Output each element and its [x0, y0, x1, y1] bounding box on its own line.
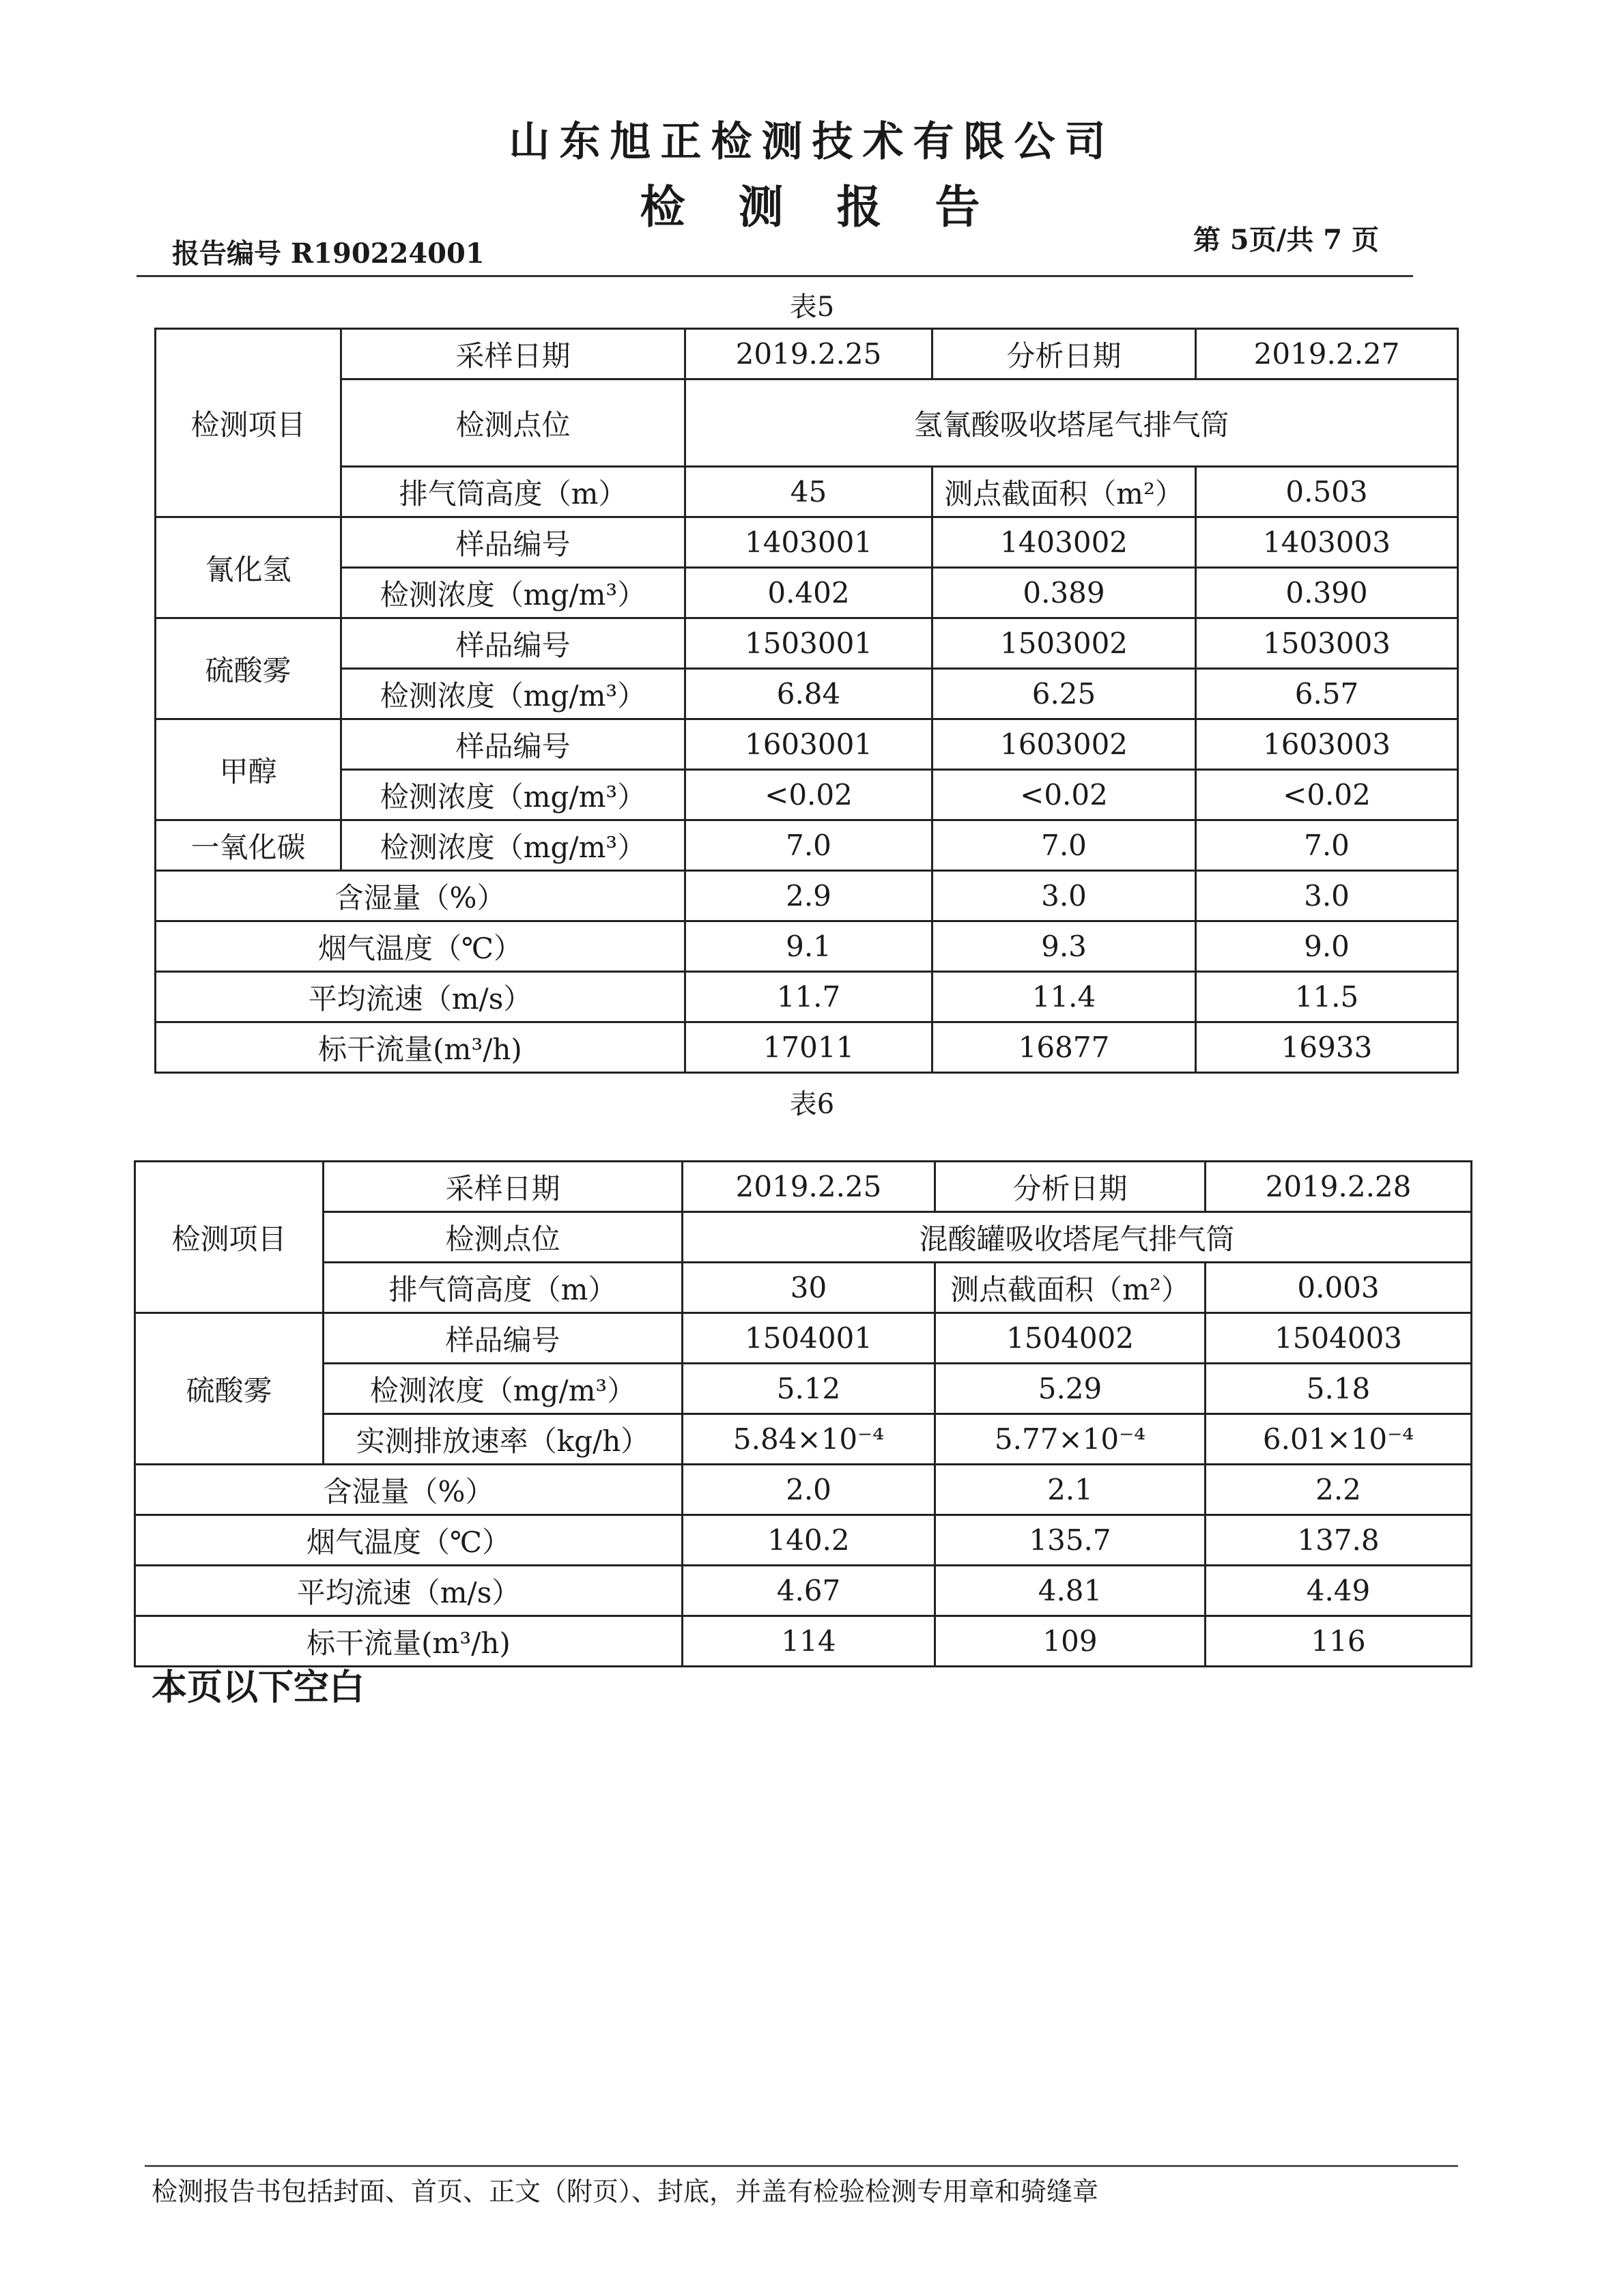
t5-methanol-sample: 1603003 [1196, 719, 1458, 770]
t6-temp-value: 140.2 [683, 1515, 935, 1566]
t6-h2so4-conc: 5.18 [1206, 1364, 1472, 1414]
t5-flow-value: 17011 [685, 1022, 932, 1073]
t5-conc-label: 检测浓度（mg/m³） [341, 820, 685, 871]
t5-hcn-sample: 1403003 [1196, 517, 1458, 568]
t6-h2so4-rate: 6.01×10⁻⁴ [1206, 1414, 1472, 1465]
t5-flow-value: 16933 [1196, 1022, 1458, 1073]
t6-velocity-value: 4.49 [1206, 1566, 1472, 1616]
t5-h2so4-sample: 1503003 [1196, 618, 1458, 669]
t5-methanol-conc: <0.02 [685, 770, 932, 820]
t5-item-label: 检测项目 [156, 329, 341, 517]
t6-moisture-value: 2.0 [683, 1465, 935, 1515]
t6-h2so4-rate: 5.84×10⁻⁴ [683, 1414, 935, 1465]
t5-co-conc: 7.0 [1196, 820, 1458, 871]
t6-moisture-value: 2.2 [1206, 1465, 1472, 1515]
t5-height: 45 [685, 467, 932, 517]
table5-caption: 表5 [789, 291, 835, 323]
t5-moisture-value: 3.0 [1196, 871, 1458, 921]
blank-note: 本页以下空白 [152, 1667, 365, 1708]
t6-point: 混酸罐吸收塔尾气排气筒 [683, 1212, 1472, 1263]
t6-h2so4-sample: 1504003 [1206, 1313, 1472, 1364]
t6-sample-no-label: 样品编号 [324, 1313, 683, 1364]
t6-rate-label: 实测排放速率（kg/h） [324, 1414, 683, 1465]
t6-temp-value: 135.7 [935, 1515, 1206, 1566]
t5-methanol-conc: <0.02 [932, 770, 1196, 820]
t5-h2so4-conc: 6.84 [685, 669, 932, 719]
t6-point-label: 检测点位 [324, 1212, 683, 1263]
report-number: 报告编号 R190224001 [172, 238, 485, 270]
t5-h2so4-sample: 1503002 [932, 618, 1196, 669]
t6-h2so4-sample: 1504002 [935, 1313, 1206, 1364]
t6-velocity-label: 平均流速（m/s） [135, 1566, 683, 1616]
t5-temp-value: 9.3 [932, 921, 1196, 972]
t6-velocity-value: 4.67 [683, 1566, 935, 1616]
company-name: 山东旭正检测技术有限公司 [509, 118, 1115, 166]
report-title [0, 171, 1624, 235]
t6-flow-value: 114 [683, 1616, 935, 1667]
t5-analysis-date: 2019.2.27 [1196, 329, 1458, 379]
t6-analysis-date-label: 分析日期 [935, 1162, 1206, 1212]
t5-hcn-sample: 1403002 [932, 517, 1196, 568]
t5-co-conc: 7.0 [932, 820, 1196, 871]
header-divider [137, 275, 1413, 277]
footer-divider [145, 2165, 1458, 2167]
t6-analysis-date: 2019.2.28 [1206, 1162, 1472, 1212]
t5-methanol-sample: 1603002 [932, 719, 1196, 770]
t6-flow-label: 标干流量(m³/h) [135, 1616, 683, 1667]
t5-h2so4-name: 硫酸雾 [156, 618, 341, 719]
t5-h2so4-sample: 1503001 [685, 618, 932, 669]
t5-h2so4-conc: 6.57 [1196, 669, 1458, 719]
table6 [134, 1160, 1472, 1667]
t6-velocity-value: 4.81 [935, 1566, 1206, 1616]
table6-caption: 表6 [789, 1089, 835, 1120]
title-char: 告 [935, 180, 984, 233]
t6-flow-value: 109 [935, 1616, 1206, 1667]
t5-velocity-value: 11.7 [685, 972, 932, 1022]
t5-temp-value: 9.0 [1196, 921, 1458, 972]
t5-moisture-label: 含湿量（%） [156, 871, 685, 921]
t5-temp-label: 烟气温度（℃） [156, 921, 685, 972]
t5-hcn-name: 氰化氢 [156, 517, 341, 618]
t5-conc-label: 检测浓度（mg/m³） [341, 568, 685, 618]
t6-h2so4-rate: 5.77×10⁻⁴ [935, 1414, 1206, 1465]
t5-sample-no-label: 样品编号 [341, 517, 685, 568]
t5-moisture-value: 2.9 [685, 871, 932, 921]
t5-flow-label: 标干流量(m³/h) [156, 1022, 685, 1073]
t6-conc-label: 检测浓度（mg/m³） [324, 1364, 683, 1414]
t6-h2so4-sample: 1504001 [683, 1313, 935, 1364]
t5-hcn-conc: 0.402 [685, 568, 932, 618]
t6-height: 30 [683, 1263, 935, 1313]
t5-co-name: 一氧化碳 [156, 820, 341, 871]
t6-area: 0.003 [1206, 1263, 1472, 1313]
t5-height-label: 排气筒高度（m） [341, 467, 685, 517]
t5-velocity-label: 平均流速（m/s） [156, 972, 685, 1022]
t6-temp-value: 137.8 [1206, 1515, 1472, 1566]
t5-analysis-date-label: 分析日期 [932, 329, 1196, 379]
t5-sampling-date: 2019.2.25 [685, 329, 932, 379]
t5-methanol-name: 甲醇 [156, 719, 341, 820]
t6-item-label: 检测项目 [135, 1162, 324, 1313]
t5-point-label: 检测点位 [341, 379, 685, 467]
t6-sampling-date: 2019.2.25 [683, 1162, 935, 1212]
t5-area: 0.503 [1196, 467, 1458, 517]
t5-hcn-conc: 0.390 [1196, 568, 1458, 618]
t6-moisture-label: 含湿量（%） [135, 1465, 683, 1515]
t5-velocity-value: 11.5 [1196, 972, 1458, 1022]
t5-hcn-sample: 1403001 [685, 517, 932, 568]
t6-moisture-value: 2.1 [935, 1465, 1206, 1515]
t5-methanol-conc: <0.02 [1196, 770, 1458, 820]
title-char: 测 [738, 180, 788, 233]
t6-flow-value: 116 [1206, 1616, 1472, 1667]
title-char: 报 [836, 180, 886, 233]
t5-sample-no-label: 样品编号 [341, 618, 685, 669]
footer-note: 检测报告书包括封面、首页、正文（附页）、封底，并盖有检验检测专用章和骑缝章 [152, 2177, 1099, 2207]
t5-velocity-value: 11.4 [932, 972, 1196, 1022]
table5 [154, 328, 1459, 1074]
t6-h2so4-conc: 5.12 [683, 1364, 935, 1414]
t6-sampling-date-label: 采样日期 [324, 1162, 683, 1212]
t6-temp-label: 烟气温度（℃） [135, 1515, 683, 1566]
t5-area-label: 测点截面积（m²） [932, 467, 1196, 517]
title-char: 检 [640, 180, 689, 233]
t5-conc-label: 检测浓度（mg/m³） [341, 770, 685, 820]
t6-height-label: 排气筒高度（m） [324, 1263, 683, 1313]
t5-sample-no-label: 样品编号 [341, 719, 685, 770]
page-indicator: 第 5页/共 7 页 [1193, 224, 1380, 256]
t5-point: 氢氰酸吸收塔尾气排气筒 [685, 379, 1458, 467]
t6-h2so4-name: 硫酸雾 [135, 1313, 324, 1465]
t5-moisture-value: 3.0 [932, 871, 1196, 921]
t5-methanol-sample: 1603001 [685, 719, 932, 770]
t6-h2so4-conc: 5.29 [935, 1364, 1206, 1414]
t5-flow-value: 16877 [932, 1022, 1196, 1073]
t5-sampling-date-label: 采样日期 [341, 329, 685, 379]
t5-conc-label: 检测浓度（mg/m³） [341, 669, 685, 719]
t5-temp-value: 9.1 [685, 921, 932, 972]
t5-hcn-conc: 0.389 [932, 568, 1196, 618]
t5-h2so4-conc: 6.25 [932, 669, 1196, 719]
t5-co-conc: 7.0 [685, 820, 932, 871]
t6-area-label: 测点截面积（m²） [935, 1263, 1206, 1313]
